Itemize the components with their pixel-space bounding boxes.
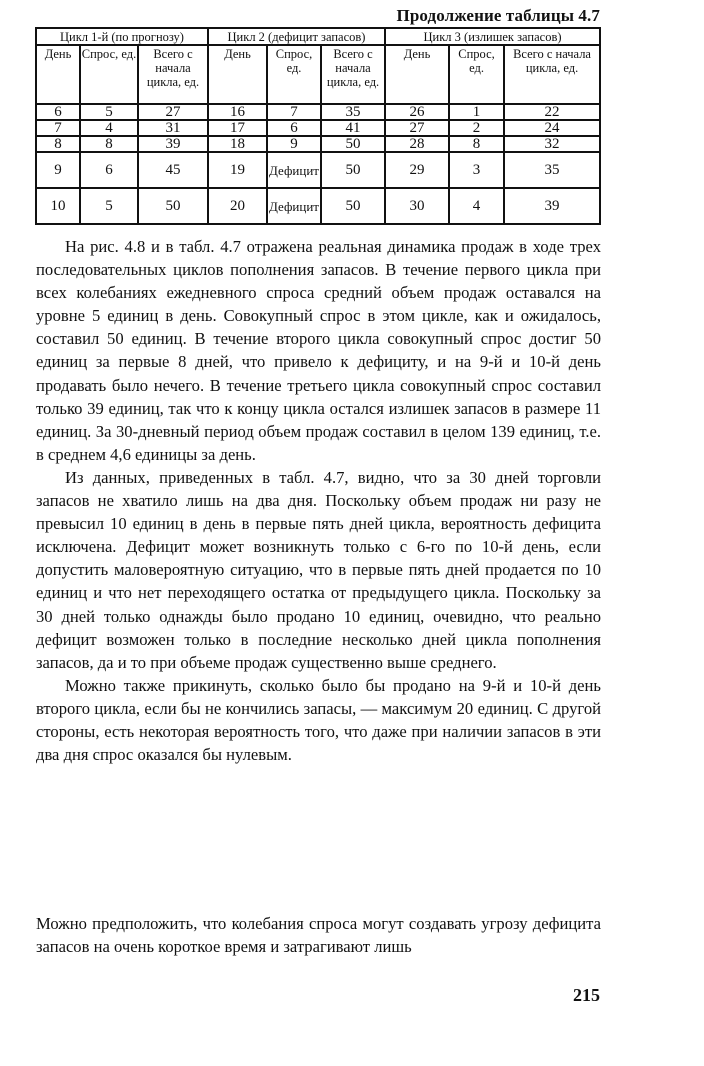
table-cell: 9 bbox=[267, 136, 321, 152]
table-cell: 4 bbox=[80, 120, 138, 136]
deficit-label: Дефицит bbox=[269, 198, 319, 214]
table-cell bbox=[267, 152, 321, 188]
table-cell: 9 bbox=[36, 152, 80, 188]
group-header-cycle-2: Цикл 2 (дефицит запасов) bbox=[208, 28, 385, 45]
column-header: День bbox=[208, 45, 267, 104]
table-cell: 41 bbox=[321, 120, 385, 136]
deficit-label: Дефицит bbox=[269, 162, 319, 178]
column-header: Всего с начала цикла, ед. bbox=[138, 45, 208, 104]
paragraph-4: Можно предположить, что колебания спроса могут создавать угрозу дефицита запасов на очень короткое время и затрагивают лишь bbox=[36, 914, 601, 957]
page-number: 215 bbox=[573, 985, 600, 1005]
table-row bbox=[36, 120, 600, 136]
table-cell: 50 bbox=[321, 152, 385, 188]
table-cell: 45 bbox=[138, 152, 208, 188]
table-cell: 50 bbox=[321, 136, 385, 152]
table-cell: 50 bbox=[321, 188, 385, 224]
table-caption: Продолжение таблицы 4.7 bbox=[396, 6, 600, 25]
body-text bbox=[36, 235, 601, 766]
table-row bbox=[36, 104, 600, 120]
paragraph-1: На рис. 4.8 и в табл. 4.7 отражена реальная динамика продаж в ходе трех последовательных циклов пополнения запасов. В течение первого цикла при всех колебаниях ежедневного спроса средний объем продаж оставался на уровне 5 единиц в день. Совокупный спрос в этом цикле, как и ожидалось, составил 50 единиц. В течение второго цикла совокупный спрос достиг 50 единиц за первые 8 дней, что привело к дефициту, и на 9-й и 10-й день продавать было нечего. В течение третьего цикла совокупный спрос составил только 39 единиц, так что к концу цикла остался излишек запасов в размере 11 единиц. За 30-дневный период объем продаж составил в целом 139 единиц, т.е. в среднем 4,6 единицы за день. bbox=[36, 237, 601, 464]
table-cell: 16 bbox=[208, 104, 267, 120]
table-cell: 4 bbox=[449, 188, 504, 224]
table-cell: 5 bbox=[80, 188, 138, 224]
table-cell: 17 bbox=[208, 120, 267, 136]
table-cell: 27 bbox=[385, 120, 449, 136]
table-row bbox=[36, 136, 600, 152]
table-cell: 5 bbox=[80, 104, 138, 120]
table-cell: 39 bbox=[504, 188, 600, 224]
table-cell: 32 bbox=[504, 136, 600, 152]
group-header-cycle-3: Цикл 3 (излишек запасов) bbox=[385, 28, 600, 45]
table-cell bbox=[267, 188, 321, 224]
table-cell: 22 bbox=[504, 104, 600, 120]
table-cell: 8 bbox=[80, 136, 138, 152]
table-cell: 1 bbox=[449, 104, 504, 120]
table-cell: 10 bbox=[36, 188, 80, 224]
column-header: День bbox=[385, 45, 449, 104]
table-cell: 50 bbox=[138, 188, 208, 224]
column-header: Спрос, ед. bbox=[449, 45, 504, 104]
paragraph-2: Из данных, приведенных в табл. 4.7, видно, что за 30 дней торговли запасов не хватило лишь на два дня. Поскольку объем продаж ни разу не превысил 10 единиц в день в первые пять дней цикла, вероятность дефицита исключена. Дефицит может возникнуть только с 6-го по 10-й день, если допустить маловероятную ситуацию, что в первые пять дней продается по 10 единиц и что нет переходящего остатка от предыдущего цикла. Поскольку за 30 дней только однажды было продано 10 единиц, очевидно, что реально дефицит возможен только в последние несколько дней цикла пополнения запасов, да и то при объеме продаж существенно выше среднего. bbox=[36, 467, 601, 672]
group-header-cycle-1: Цикл 1-й (по прогнозу) bbox=[36, 28, 208, 45]
table-cell: 6 bbox=[36, 104, 80, 120]
sales-table bbox=[35, 27, 601, 225]
table-cell: 27 bbox=[138, 104, 208, 120]
column-header: Всего с начала цикла, ед. bbox=[504, 45, 600, 104]
table-cell: 29 bbox=[385, 152, 449, 188]
table-cell: 7 bbox=[267, 104, 321, 120]
table-cell: 24 bbox=[504, 120, 600, 136]
table-cell: 35 bbox=[321, 104, 385, 120]
paragraph-3: Можно также прикинуть, сколько было бы продано на 9-й и 10-й день второго цикла, если бы не кончились запасы, — максимум 20 единиц. С другой стороны, есть некоторая вероятность того, что даже при наличии запасов в эти два дня спрос оказался бы нулевым. bbox=[36, 675, 601, 765]
table-cell: 18 bbox=[208, 136, 267, 152]
table-cell: 8 bbox=[449, 136, 504, 152]
column-header: Спрос, ед. bbox=[80, 45, 138, 104]
table-cell: 2 bbox=[449, 120, 504, 136]
table-cell: 3 bbox=[449, 152, 504, 188]
table-cell: 20 bbox=[208, 188, 267, 224]
table-cell: 39 bbox=[138, 136, 208, 152]
table-cell: 30 bbox=[385, 188, 449, 224]
table-cell: 28 bbox=[385, 136, 449, 152]
table-cell: 35 bbox=[504, 152, 600, 188]
table-cell: 19 bbox=[208, 152, 267, 188]
table-row bbox=[36, 188, 600, 224]
column-header: День bbox=[36, 45, 80, 104]
column-header: Всего с начала цикла, ед. bbox=[321, 45, 385, 104]
table-row bbox=[36, 152, 600, 188]
column-header: Спрос, ед. bbox=[267, 45, 321, 104]
table-cell: 31 bbox=[138, 120, 208, 136]
table-cell: 6 bbox=[80, 152, 138, 188]
table-cell: 7 bbox=[36, 120, 80, 136]
table-cell: 6 bbox=[267, 120, 321, 136]
body-text-continued bbox=[36, 912, 601, 958]
table-cell: 8 bbox=[36, 136, 80, 152]
table-cell: 26 bbox=[385, 104, 449, 120]
